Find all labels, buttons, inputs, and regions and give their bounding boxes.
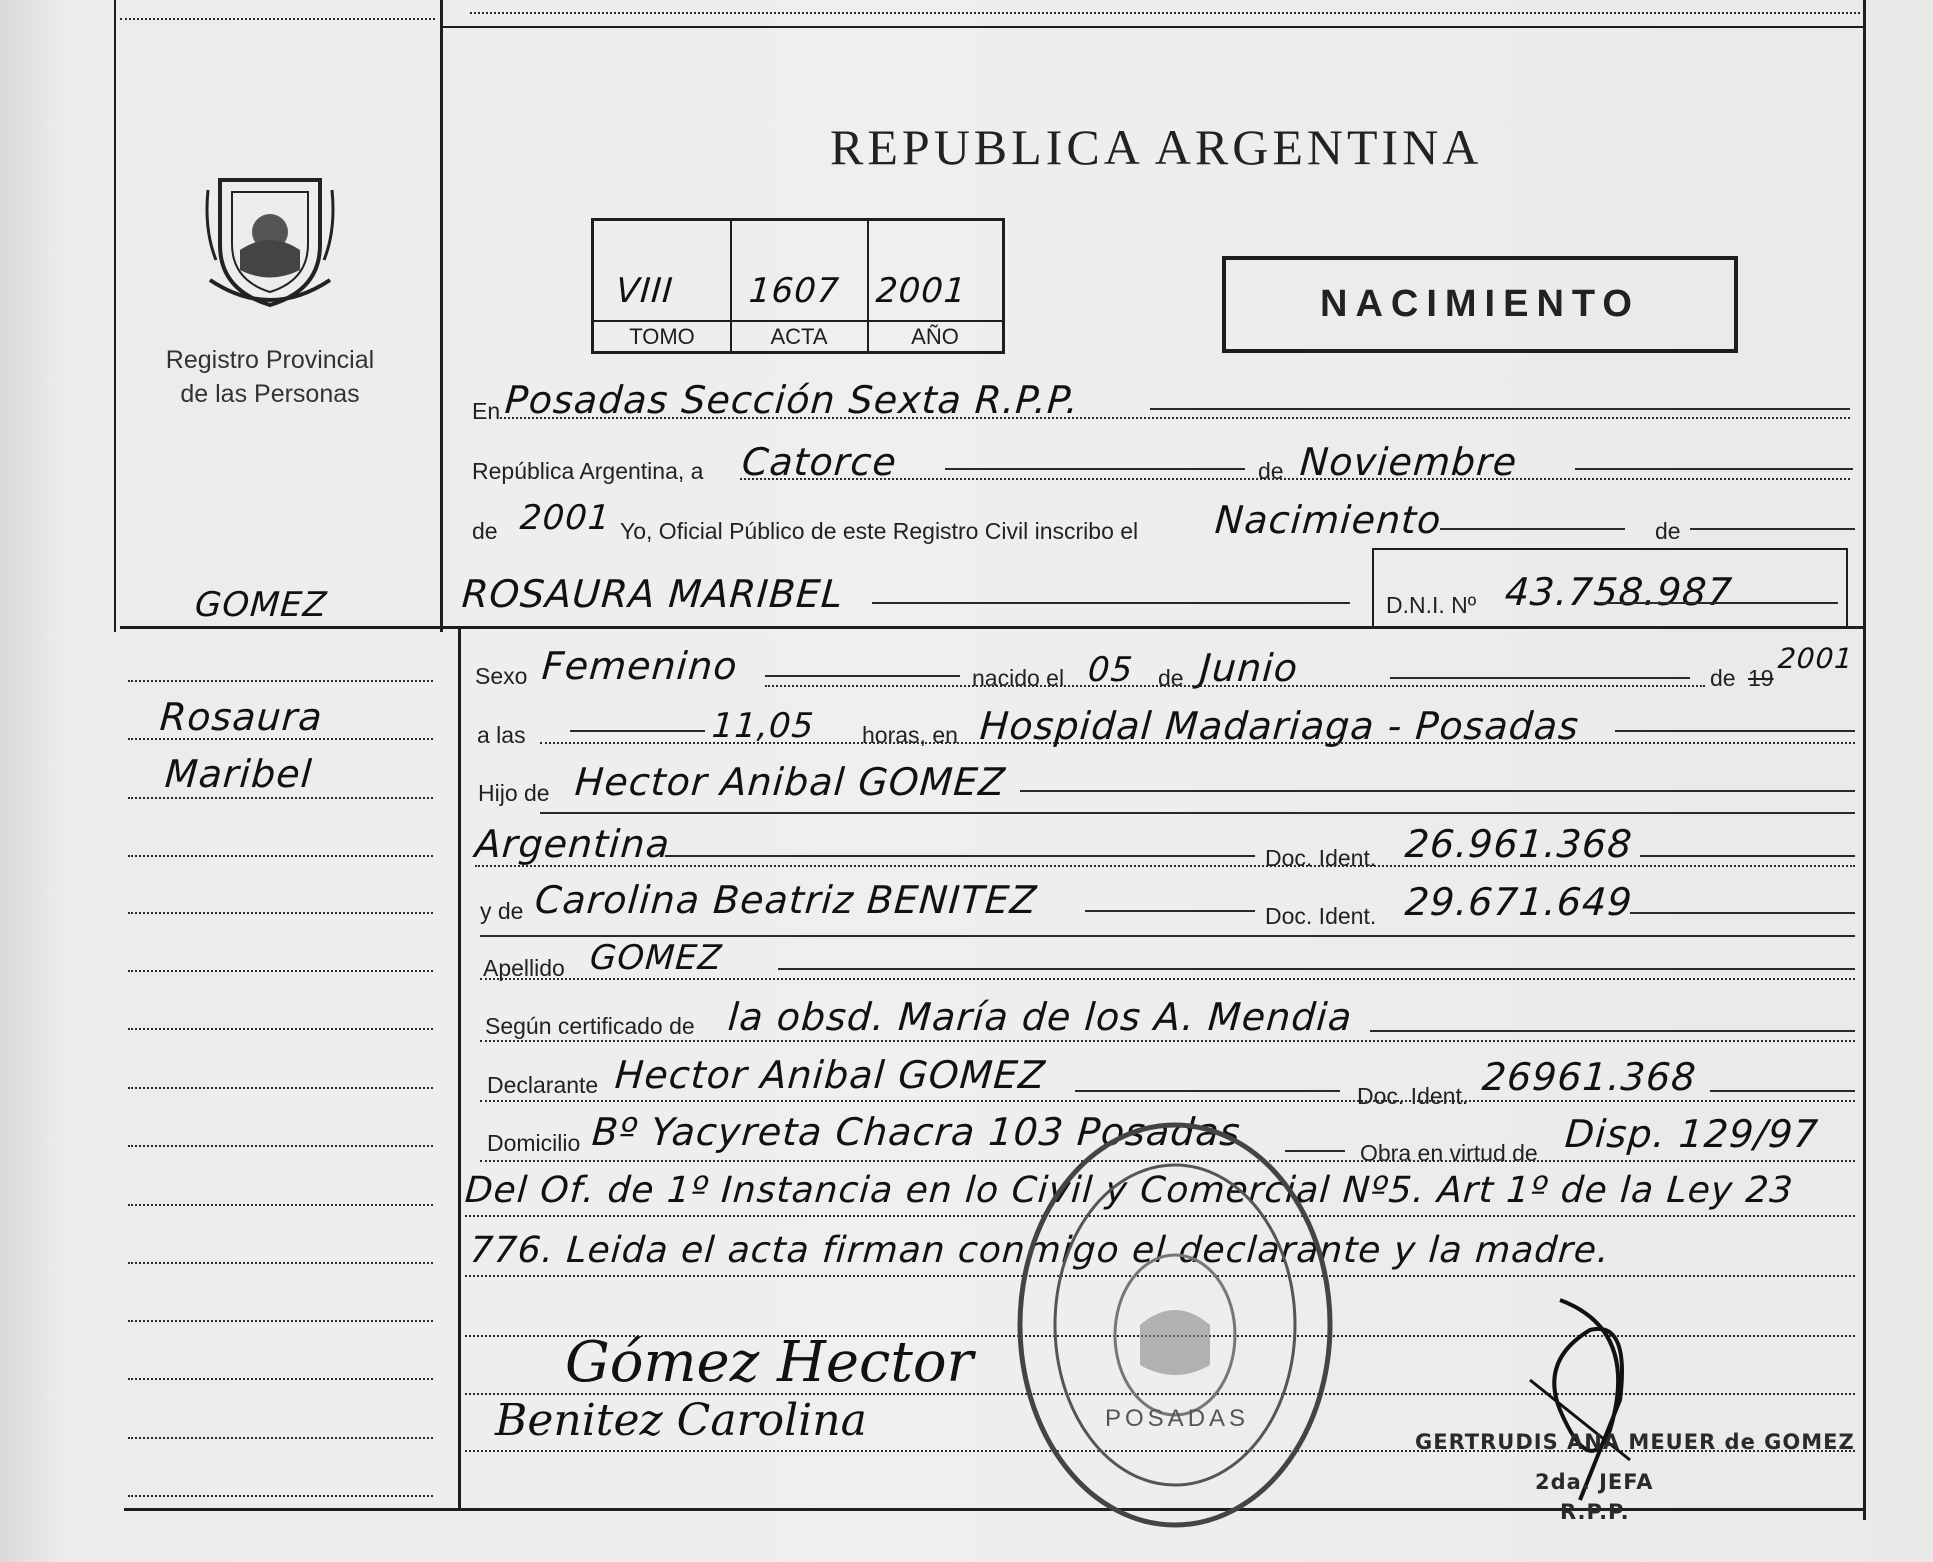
label-hijo: Hijo de (478, 780, 550, 806)
fill-line (765, 675, 960, 677)
registry-line-2: de las Personas (180, 380, 360, 408)
label-doc-2: Doc. Ident. (1265, 903, 1377, 929)
label-declarante: Declarante (487, 1072, 599, 1098)
label-obra: Obra en virtud de (1360, 1140, 1538, 1166)
note-line-2: 776. Leida el acta firman conmigo el declarante y la madre. (468, 1230, 1612, 1271)
registry-line-1: Registro Provincial (165, 346, 375, 374)
record-number-box (591, 218, 1005, 354)
tomo-label: TOMO (594, 320, 730, 351)
address-value: Bº Yacyreta Chacra 103 Posadas (590, 1110, 1243, 1154)
stamp-city: POSADAS (1105, 1405, 1250, 1432)
day-text-value: Catorce (740, 440, 899, 484)
dotted-line (540, 742, 1855, 744)
fill-line (570, 730, 705, 732)
father-nationality-value: Argentina (473, 822, 672, 866)
declarant-value: Hector Anibal GOMEZ (613, 1053, 1048, 1097)
dni-value: 43.758.987 (1503, 570, 1735, 614)
margin-line (128, 912, 433, 914)
anio-value: 2001 (874, 271, 968, 311)
birth-month-value: Junio (1198, 646, 1300, 690)
margin-line (128, 1495, 433, 1497)
margin-line (128, 970, 433, 972)
label-de-year-2: de (1710, 665, 1736, 691)
margin-line (128, 680, 433, 682)
fill-line (1690, 528, 1855, 530)
tomo-value: VIII (614, 271, 675, 311)
top-dotted-rule-right (470, 12, 1860, 14)
label-en: En (472, 398, 501, 424)
province-seal-icon (200, 160, 340, 310)
label-y-de: y de (480, 898, 524, 924)
disposition-value: Disp. 129/97 (1563, 1112, 1821, 1156)
registrar-unit: R.P.P. (1560, 1500, 1630, 1524)
fill-line (1630, 912, 1855, 914)
fill-line (1020, 790, 1855, 792)
label-segun: Según certificado de (485, 1013, 695, 1039)
margin-line (128, 1437, 433, 1439)
label-year-prefix: 19 (1748, 665, 1774, 691)
month-text-value: Noviembre (1298, 440, 1519, 484)
birth-place-value: Hospidal Madariaga - Posadas (978, 704, 1581, 748)
declarant-doc-value: 26961.368 (1480, 1055, 1699, 1099)
margin-line (128, 855, 433, 857)
fill-line (1390, 677, 1690, 679)
signature-declarant: Gómez Hector (565, 1330, 974, 1395)
left-frame-line (114, 0, 116, 632)
label-doc-1: Doc. Ident. (1265, 845, 1377, 871)
fill-line (1085, 910, 1255, 912)
certificate-value: la obsd. María de los A. Mendia (726, 995, 1354, 1039)
fill-line (1615, 730, 1855, 732)
dotted-line (475, 865, 1855, 867)
dotted-line (480, 1100, 1855, 1102)
registrant-name-value: ROSAURA MARIBEL (460, 572, 845, 616)
margin-given-name-2: Maribel (163, 752, 314, 796)
year-text-value: 2001 (518, 498, 612, 538)
acta-label: ACTA (731, 320, 867, 351)
registrar-name: GERTRUDIS ANA MEUER de GOMEZ (1415, 1430, 1855, 1454)
right-frame-line (1863, 0, 1866, 1520)
top-dotted-rule (120, 18, 435, 20)
margin-given-name-1: Rosaura (158, 695, 325, 739)
father-value: Hector Anibal GOMEZ (573, 760, 1008, 804)
label-de-end: de (1655, 518, 1681, 544)
fill-line (1640, 855, 1855, 857)
acta-value: 1607 (747, 271, 841, 311)
dotted-line (740, 478, 1850, 480)
label-horas: horas, en (862, 722, 958, 748)
label-republica: República Argentina, a (472, 458, 704, 484)
fill-line (1575, 468, 1853, 470)
label-domicilio: Domicilio (487, 1130, 581, 1156)
margin-line (128, 738, 433, 740)
label-de-month: de (1158, 665, 1184, 691)
margin-line (128, 1378, 433, 1380)
fill-line (1710, 1090, 1855, 1092)
anio-label: AÑO (868, 320, 1002, 351)
margin-line (128, 1262, 433, 1264)
margin-line (128, 1204, 433, 1206)
fill-line (778, 968, 1855, 970)
fill-line (480, 935, 1855, 937)
dotted-line (765, 685, 1705, 687)
fill-line (540, 812, 1855, 814)
signature-mother: Benitez Carolina (495, 1395, 867, 1446)
official-stamp (1010, 1115, 1340, 1535)
fill-line (1440, 528, 1625, 530)
label-dni: D.N.I. Nº (1386, 592, 1477, 618)
margin-line (128, 1087, 433, 1089)
father-doc-value: 26.961.368 (1403, 822, 1635, 866)
fill-line (945, 468, 1245, 470)
margin-line (128, 797, 433, 799)
label-nacido: nacido el (972, 665, 1065, 691)
fill-line (665, 855, 1255, 857)
fill-line (1075, 1090, 1340, 1092)
fill-line (872, 602, 1350, 604)
country-title: REPUBLICA ARGENTINA (830, 119, 1483, 175)
birth-year-value: 2001 (1776, 642, 1855, 675)
label-apellido: Apellido (483, 955, 565, 981)
fill-line (1600, 602, 1838, 604)
label-yo: Yo, Oficial Público de este Registro Civil inscribo el (620, 518, 1139, 544)
label-a-las: a las (477, 722, 526, 748)
margin-line (128, 1320, 433, 1322)
act-kind-value: Nacimiento (1213, 498, 1443, 542)
note-line-1: Del Of. de 1º Instancia en lo Civil y Comercial Nº5. Art 1º de la Ley 23 (463, 1170, 1795, 1211)
dotted-line (480, 1040, 1855, 1042)
margin-surname: GOMEZ (193, 585, 329, 625)
mother-value: Carolina Beatriz BENITEZ (533, 878, 1039, 922)
label-de-year: de (472, 518, 498, 544)
act-type-box: NACIMIENTO (1222, 256, 1738, 353)
registry-name (120, 343, 420, 411)
label-de: de (1258, 458, 1284, 484)
label-sexo: Sexo (475, 663, 528, 689)
column-divider-lower (458, 626, 461, 1510)
birth-hour-value: 11,05 (710, 706, 816, 746)
registrar-title: 2da. JEFA (1535, 1470, 1654, 1494)
top-rule (440, 26, 1865, 28)
label-doc-3: Doc. Ident. (1357, 1083, 1469, 1109)
sex-value: Femenino (540, 644, 740, 688)
surname-value: GOMEZ (588, 938, 724, 978)
dotted-line (480, 978, 1855, 980)
dotted-line (500, 417, 1850, 419)
column-divider (440, 0, 443, 632)
margin-line (128, 1028, 433, 1030)
fill-line (1150, 408, 1850, 410)
place-value: Posadas Sección Sexta R.P.P. (503, 378, 1081, 422)
margin-line (128, 1145, 433, 1147)
birth-day-value: 05 (1086, 650, 1135, 690)
fill-line (1370, 1030, 1855, 1032)
mother-doc-value: 29.671.649 (1403, 880, 1635, 924)
